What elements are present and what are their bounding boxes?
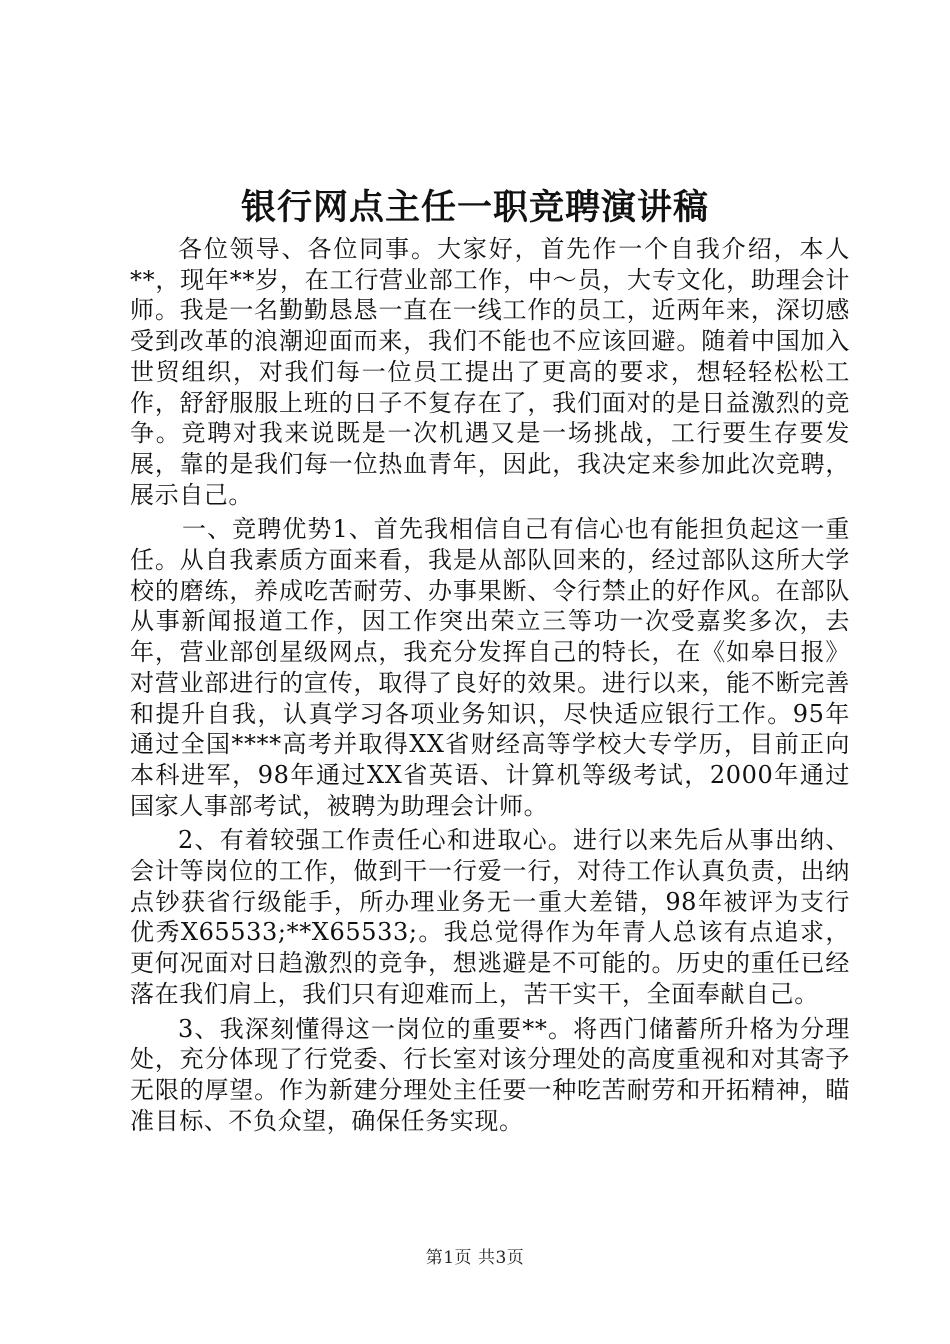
page-footer: 第1页 共3页	[425, 1248, 525, 1268]
document-title: 银行网点主任一职竞聘演讲稿	[240, 187, 709, 228]
paragraph-advantage-2: 2、有着较强工作责任心和进取心。进行以来先后从事出纳、会计等岗位的工作，做到干一行爱一行，对待工作认真负责，出纳点钞获省行级能手，所办理业务无一重大差错，98年被评为支行优秀X65533;**X65533;。我总觉得作为年青人总该有点追求，更何况面对日趋激烈的竞争，想逃避是不可能的。历史的重任已经落在我们肩上，我们只有迎难而上，苦干实干，全面奉献自己。	[130, 826, 850, 1008]
paragraph-advantage-1: 一、竞聘优势1、首先我相信自己有信心也有能担负起这一重任。从自我素质方面来看，我是从部队回来的，经过部队这所大学校的磨练，养成吃苦耐劳、办事果断、令行禁止的好作风。在部队从事新闻报道工作，因工作突出荣立三等功一次受嘉奖多次，去年，营业部创星级网点，我充分发挥自己的特长，在《如皋日报》对营业部进行的宣传，取得了良好的效果。进行以来，能不断完善和提升自我，认真学习各项业务知识，尽快适应银行工作。95年通过全国****高考并取得XX省财经高等学校大专学历，目前正向本科进军，98年通过XX省英语、计算机等级考试，2000年通过国家人事部考试，被聘为助理会计师。	[130, 515, 850, 820]
document-body	[130, 234, 850, 1140]
paragraph-introduction: 各位领导、各位同事。大家好，首先作一个自我介绍，本人**，现年**岁，在工行营业部工作，中～员，大专文化，助理会计师。我是一名勤勤恳恳一直在一线工作的员工，近两年来，深切感受到改革的浪潮迎面而来，我们不能也不应该回避。随着中国加入世贸组织，对我们每一位员工提出了更高的要求，想轻轻松松工作，舒舒服服上班的日子不复存在了，我们面对的是日益激烈的竞争。竞聘对我来说既是一次机遇又是一场挑战，工行要生存要发展，靠的是我们每一位热血青年，因此，我决定来参加此次竞聘，展示自己。	[130, 235, 850, 509]
paragraph-advantage-3: 3、我深刻懂得这一岗位的重要**。将西门储蓄所升格为分理处，充分体现了行党委、行长室对该分理处的高度重视和对其寄予无限的厚望。作为新建分理处主任要一种吃苦耐劳和开拓精神，瞄准目标、不负众望，确保任务实现。	[130, 1014, 850, 1135]
